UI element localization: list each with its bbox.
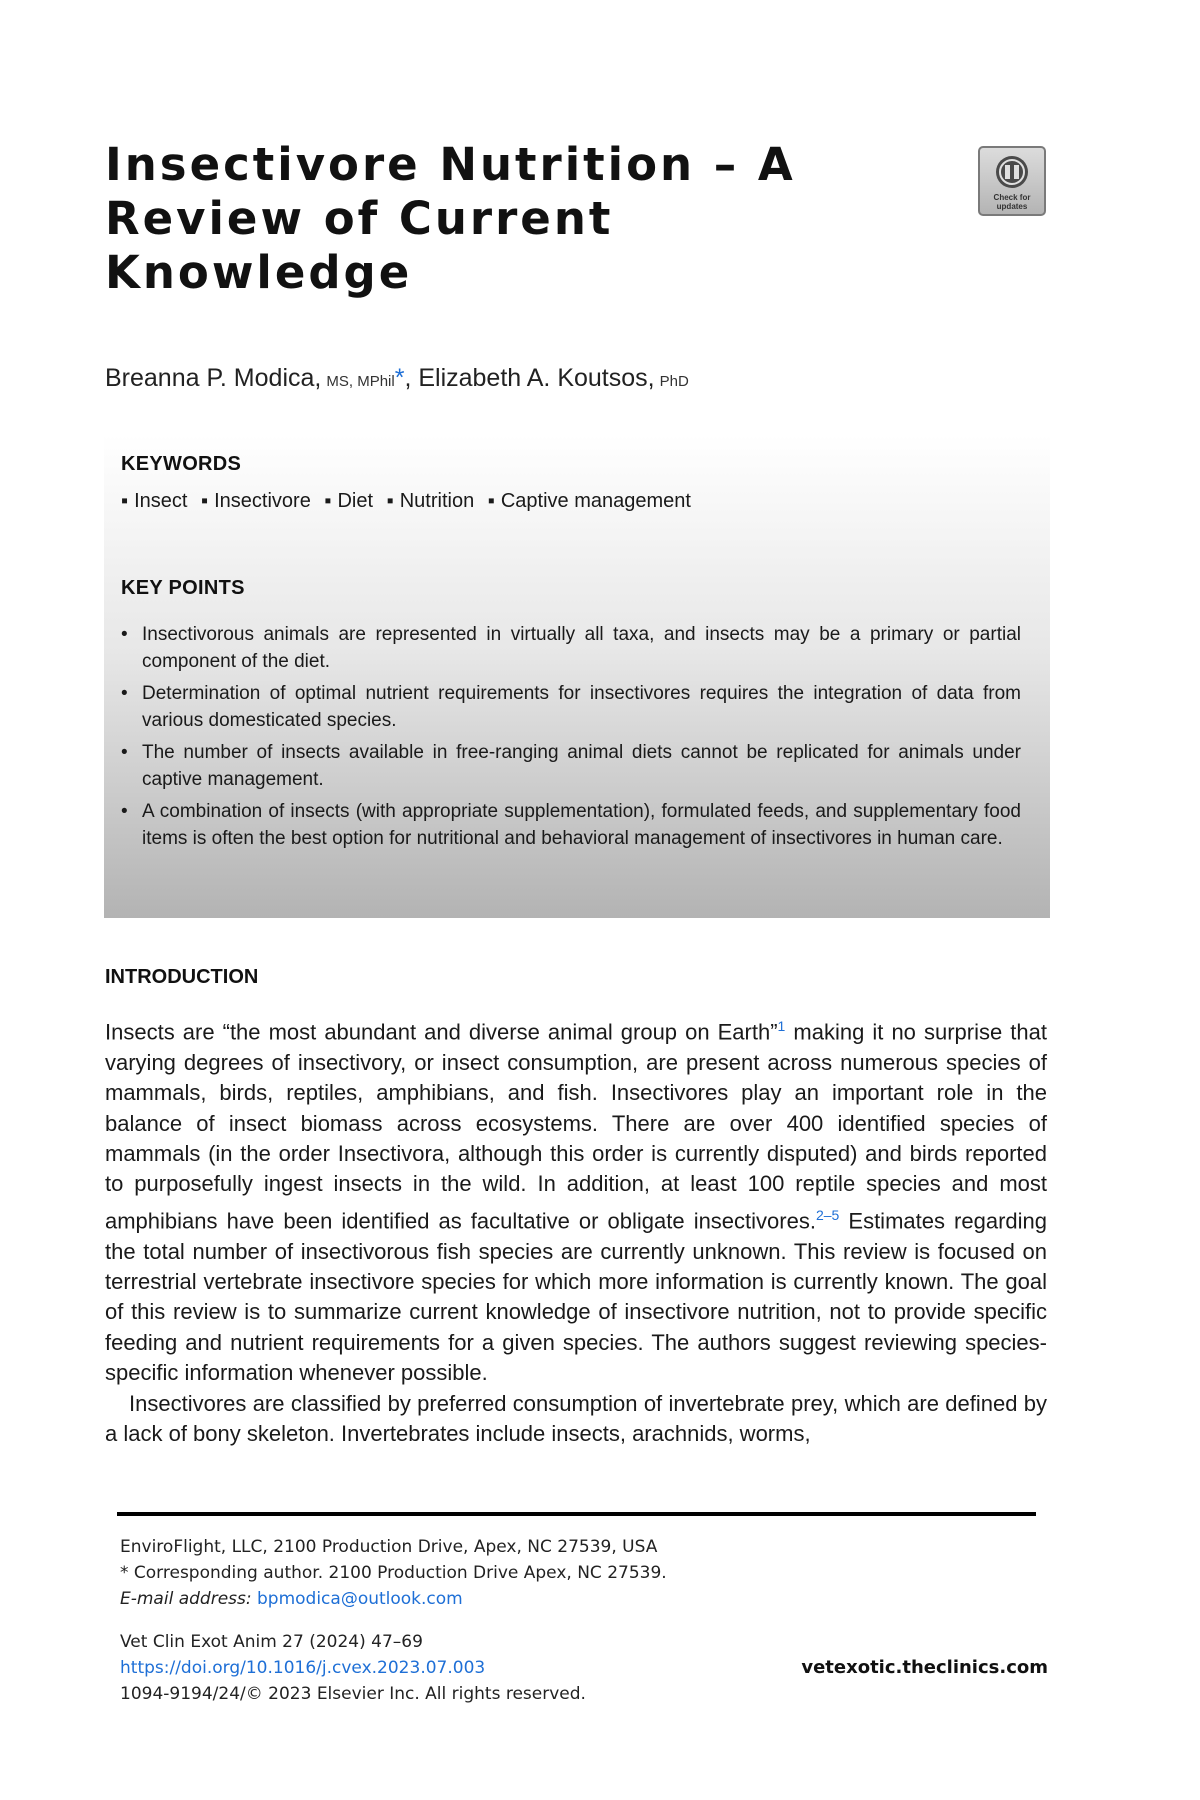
introduction-body [105,1011,1047,1449]
footnote-divider [117,1512,1036,1516]
badge-label: Check for updates [993,193,1031,211]
body-paragraph [105,1011,1047,1389]
check-for-updates-badge[interactable] [978,146,1046,216]
update-check-icon [992,154,1032,192]
corresponding-author-link[interactable]: * [394,364,405,392]
copyright-notice: 1094-9194/24/© 2023 Elsevier Inc. All rights reserved. [120,1684,586,1704]
paragraph-text: Insects are “the most abundant and diverse animal group on Earth” [105,1019,778,1045]
keywords-keypoints-box [104,435,1050,918]
author-degrees: MS, MPhil [326,373,395,390]
article-title: Insectivore Nutrition – A Review of Current Knowledge [105,138,796,299]
keyword-item: ▪ Captive management [488,490,691,512]
keyword-list [121,490,699,513]
author-line [105,364,689,393]
keyword-item: ▪ Nutrition [387,490,475,512]
keyword-item: ▪ Diet [324,490,373,512]
paragraph-text: making it no surprise that varying degrees of insectivory, or insect consumption, are present across numerous species of mammals, birds, reptiles, amphibians, and fish. Insectivores play an important role in the balance of insect biomass across ecosystems. There are over 400 identified species of mammals (in the order Insectivora, although this order is currently disputed) and birds reported to purposefully ingest insects in the wild. In addition, at least 100 reptile species and most amphibians have been identified as facultative or obligate insectivores. [105,1019,1047,1234]
paragraph-text: Estimates regarding the total number of insectivorous fish species are currently unknown. This review is focused on terrestrial vertebrate insectivore species for which more information is currently known. The goal of this review is to summarize current knowledge of insectivore nutrition, not to provide specific feeding and nutrient requirements for a given species. The authors suggest reviewing species-specific information whenever possible. [105,1208,1048,1386]
reference-link[interactable]: 1 [777,1018,786,1034]
email-line [120,1589,463,1609]
key-points-list [121,621,1021,857]
key-point-item: • A combination of insects (with appropriate supplementation), formulated feeds, and supplementary food items is often the best option for nutritional and behavioral management of insectivores in human care. [121,798,1021,852]
author-separator: , [404,364,412,392]
key-point-item: • The number of insects available in free-ranging animal diets cannot be replicated for animals under captive management. [121,739,1021,793]
email-label: E-mail address: [120,1589,252,1609]
journal-website: vetexotic.theclinics.com [801,1657,1048,1678]
keyword-item: ▪ Insectivore [201,490,311,512]
key-points-heading: KEY POINTS [121,577,245,599]
key-point-item: • Insectivorous animals are represented in virtually all taxa, and insects may be a primary or partial component of the diet. [121,621,1021,675]
keyword-item: ▪ Insect [121,490,187,512]
journal-citation: Vet Clin Exot Anim 27 (2024) 47–69 [120,1632,423,1652]
introduction-heading: INTRODUCTION [105,966,259,988]
key-point-item: • Determination of optimal nutrient requirements for insectivores requires the integration of data from various domesticated species. [121,680,1021,734]
affiliation: EnviroFlight, LLC, 2100 Production Drive, Apex, NC 27539, USA [120,1537,658,1557]
doi-link[interactable]: https://doi.org/10.1016/j.cvex.2023.07.003 [120,1658,486,1678]
author-degrees: PhD [659,373,689,390]
keywords-heading: KEYWORDS [121,453,242,475]
email-link[interactable]: bpmodica@outlook.com [257,1589,463,1609]
body-paragraph: Insectivores are classified by preferred consumption of invertebrate prey, which are defined by a lack of bony skeleton. Invertebrates include insects, arachnids, worms, [105,1390,1047,1446]
reference-link[interactable]: 2–5 [815,1206,840,1223]
author-name: Breanna P. Modica, [105,364,322,392]
author-name: Elizabeth A. Koutsos, [418,364,655,392]
corresponding-author-note: * Corresponding author. 2100 Production Drive Apex, NC 27539. [120,1563,667,1583]
